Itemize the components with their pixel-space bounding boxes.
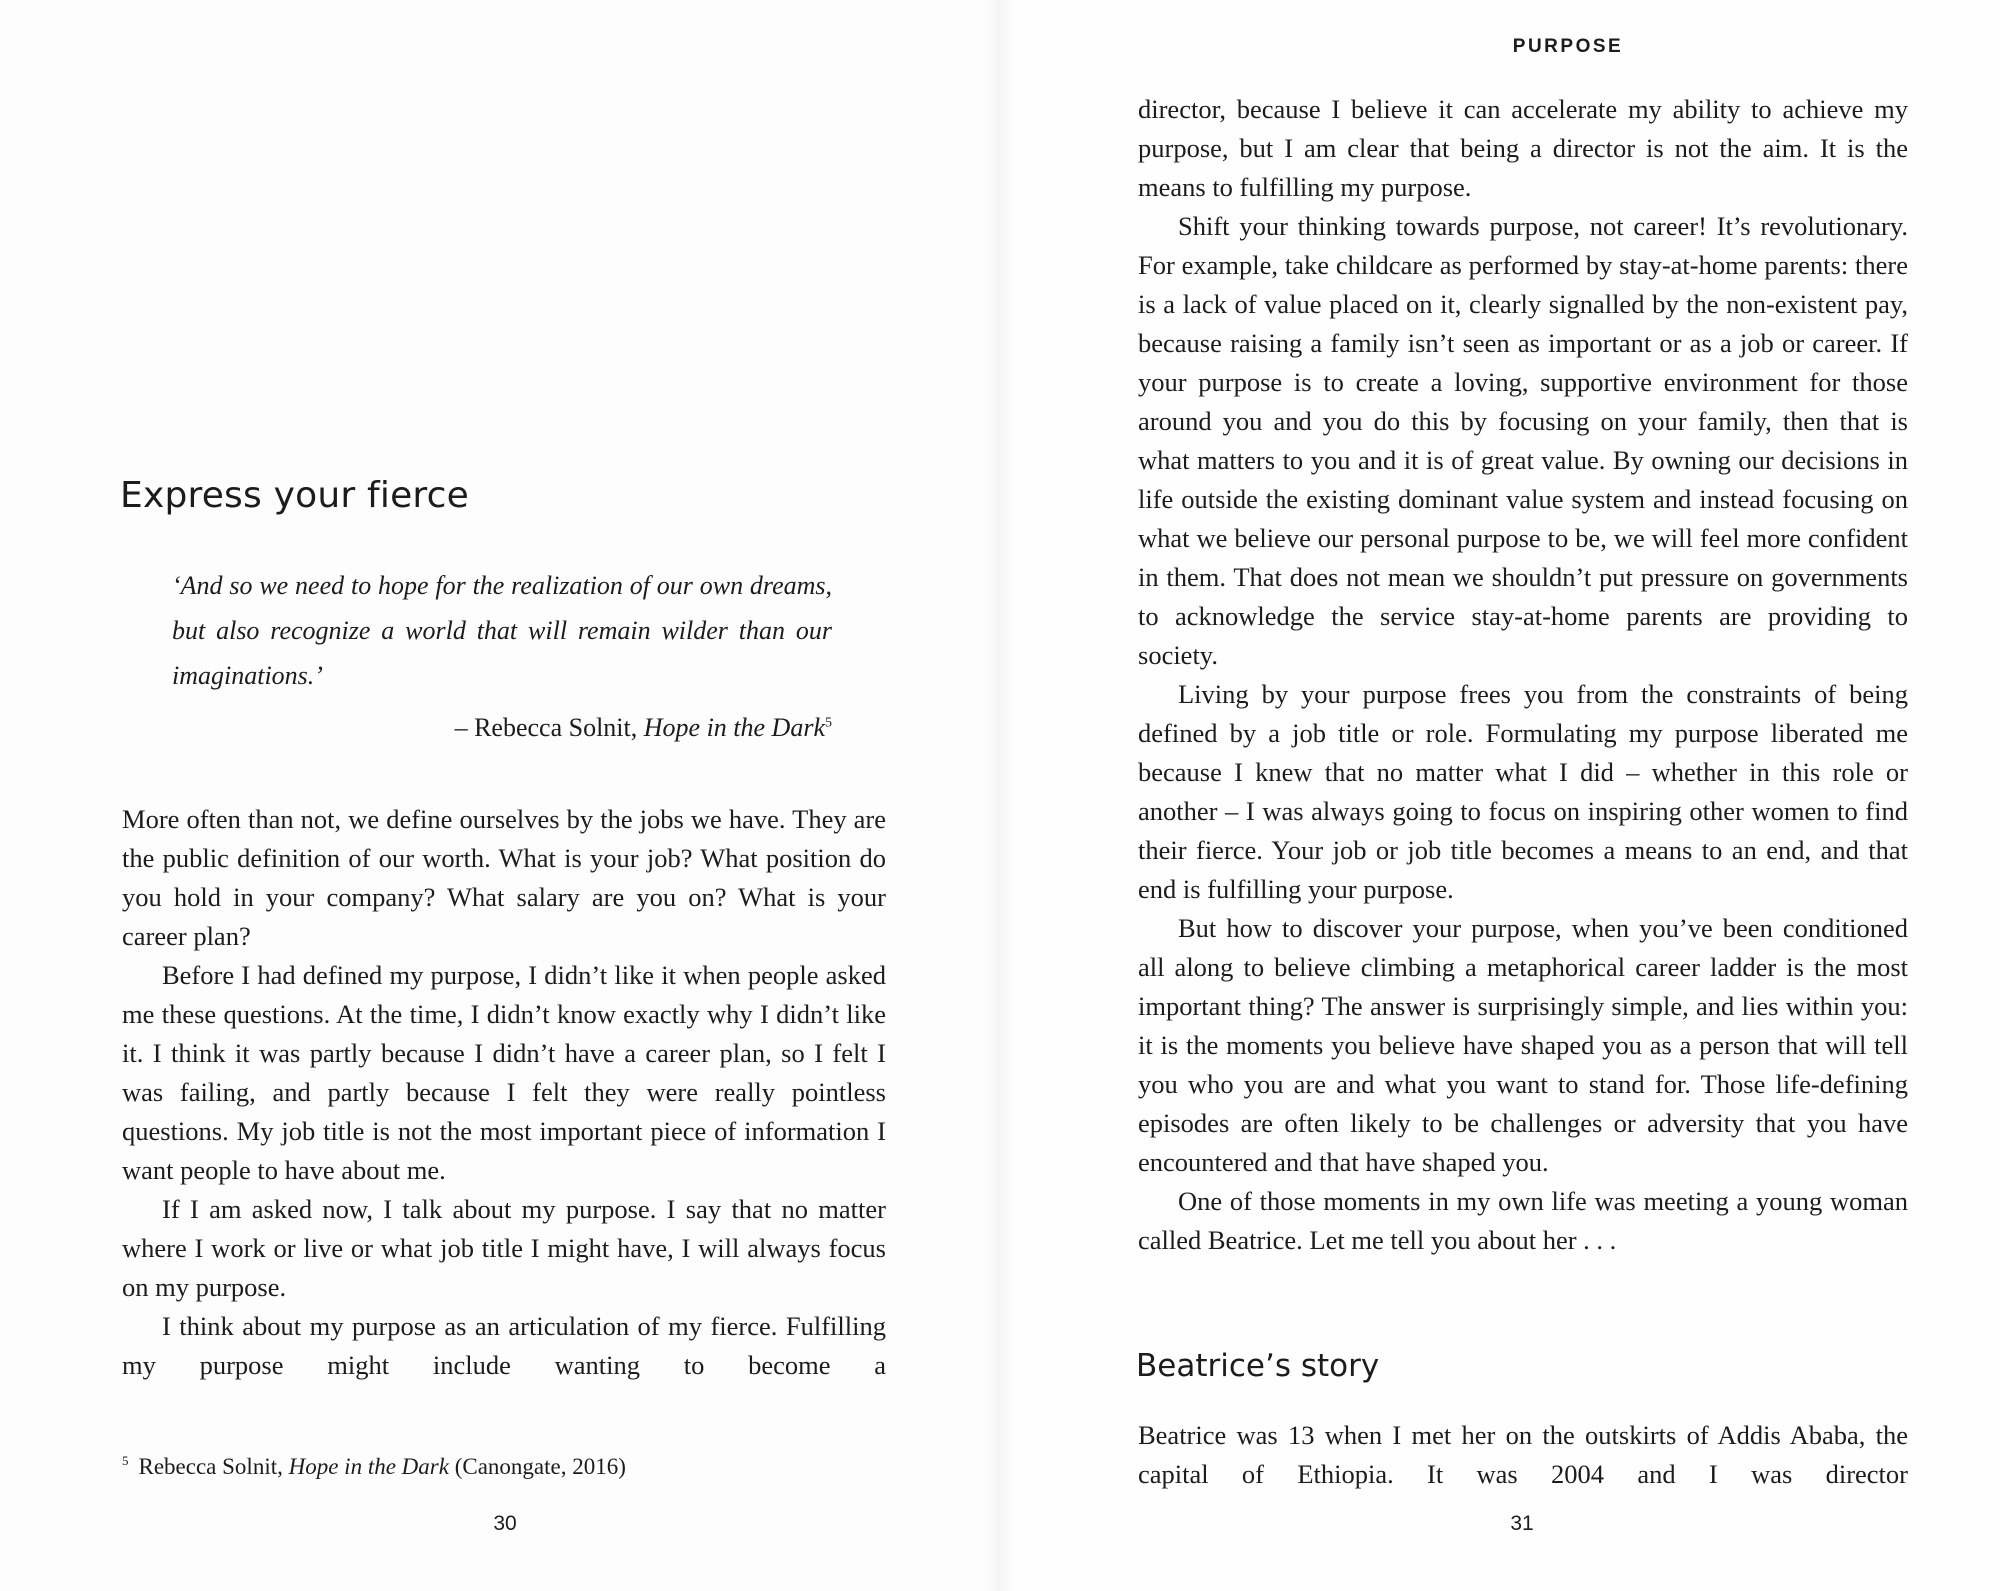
paragraph: More often than not, we define ourselves by the jobs we have. They are the public definition of our worth. What is your job? What position do you hold in your company? What salary are you on? What is your career plan? <box>122 804 886 951</box>
page-number-right: 31 <box>1510 1512 1534 1535</box>
epigraph <box>172 563 832 750</box>
subsection-heading: Beatrice’s story <box>1136 1348 1380 1384</box>
epigraph-quote: ‘And so we need to hope for the realization of our own dreams, but also recognize a world that will remain wilder than our imaginations.’ <box>172 571 832 690</box>
paragraph: Shift your thinking towards purpose, not career! It’s revolutionary. For example, take childcare as performed by stay-at-home parents: there is a lack of value placed on it, clearly signalled by the non-existent pay, because raising a family isn’t seen as important or as a job or career. If your purpose is to create a loving, supportive environment for those around you and you do this by focusing on your family, then that is what matters to you and it is of great value. By owning our decisions in life outside the existing dominant value system and instead focusing on what we believe our personal purpose to be, we will feel more confident in them. That does not mean we shouldn’t put pressure on governments to acknowledge the service stay-at-home parents are providing to society. <box>1138 211 1908 670</box>
footnote-publisher: (Canongate, 2016) <box>448 1454 626 1479</box>
attribution-author: – Rebecca Solnit, <box>454 713 644 742</box>
paragraph: I think about my purpose as an articulation of my fierce. Fulfilling my purpose might include wanting to become a <box>122 1311 886 1380</box>
footnote <box>122 1450 882 1484</box>
footnote-marker: 5 <box>122 1453 129 1469</box>
page-number-left: 30 <box>493 1512 517 1535</box>
footnote-title: Hope in the Dark <box>288 1454 449 1479</box>
paragraph: If I am asked now, I talk about my purpose. I say that no matter where I work or live or what job title I might have, I will always focus on my purpose. <box>122 1194 886 1302</box>
footnote-author: Rebecca Solnit, <box>138 1454 289 1479</box>
paragraph: director, because I believe it can accelerate my ability to achieve my purpose, but I am clear that being a director is not the aim. It is the means to fulfilling my purpose. <box>1138 94 1908 202</box>
right-body-text <box>1138 90 1908 1260</box>
epigraph-attribution <box>172 705 832 750</box>
paragraph: Living by your purpose frees you from the constraints of being defined by a job title or role. Formulating my purpose liberated me because I knew that no matter what I did – whether in this role or another – I was always going to focus on inspiring other women to find their fierce. Your job or job title becomes a means to an end, and that end is fulfilling your purpose. <box>1138 679 1908 904</box>
paragraph: But how to discover your purpose, when you’ve been conditioned all along to believe climbing a metaphorical career ladder is the most important thing? The answer is surprisingly simple, and lies within you: it is the moments you believe have shaped you as a person that will tell you who you are and what you want to stand for. Those life-defining episodes are often likely to be challenges or adversity that you have encountered and that have shaped you. <box>1138 913 1908 1177</box>
book-gutter <box>985 0 1015 1591</box>
story-body-text <box>1138 1416 1908 1494</box>
paragraph: Before I had defined my purpose, I didn’t like it when people asked me these questions. At the time, I didn’t know exactly why I didn’t like it. I think it was partly because I didn’t have a career plan, so I felt I was failing, and partly because I felt they were really pointless questions. My job title is not the most important piece of information I want people to have about me. <box>122 960 886 1185</box>
running-head: PURPOSE <box>1512 36 1624 57</box>
footnote-reference: 5 <box>825 715 832 731</box>
left-body-text <box>122 800 886 1385</box>
paragraph: Beatrice was 13 when I met her on the outskirts of Addis Ababa, the capital of Ethiopia. It was 2004 and I was director <box>1138 1420 1908 1489</box>
section-heading: Express your fierce <box>120 475 469 516</box>
attribution-title: Hope in the Dark <box>643 713 825 742</box>
paragraph: One of those moments in my own life was meeting a young woman called Beatrice. Let me tell you about her . . . <box>1138 1186 1908 1255</box>
